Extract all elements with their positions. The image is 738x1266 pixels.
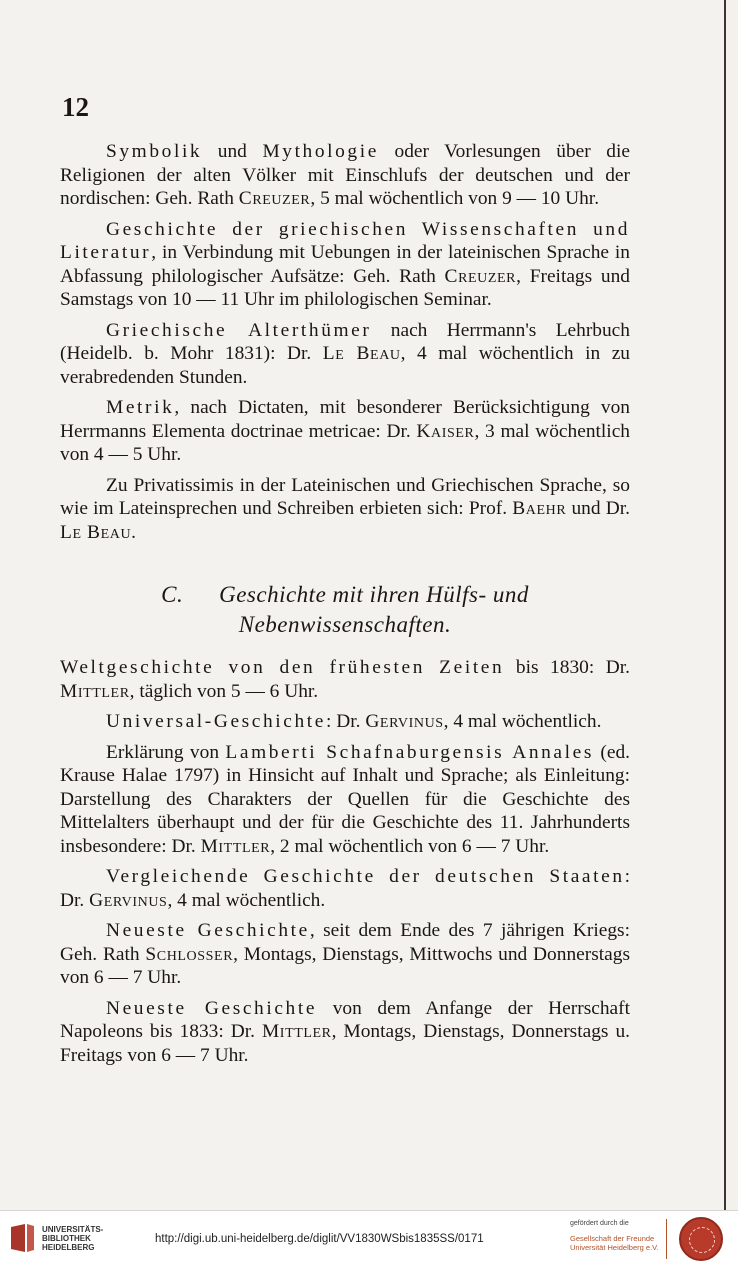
university-seal-icon <box>679 1217 723 1261</box>
section-heading <box>60 580 630 640</box>
page-body <box>60 140 630 1074</box>
lecturer-name: Gervinus <box>89 889 168 911</box>
lecturer-name: Baehr <box>512 498 567 519</box>
course-entry: Vergleichende Geschichte der deutschen Staaten: Dr. Gervinus, 4 mal wöchentlich. <box>60 866 630 911</box>
lecturer-name: Creuzer <box>444 265 517 287</box>
lecturer-name: Kaiser <box>416 420 475 442</box>
divider <box>666 1219 667 1259</box>
library-name: UNIVERSITÄTS- BIBLIOTHEK HEIDELBERG <box>42 1225 104 1252</box>
course-entry: Geschichte der griechischen Wissenschaften und Literatur, in Verbindung mit Uebungen in der lateinischen Sprache in Abfassung philologischer Aufsätze: Geh. Rath Creuzer, Freitags und Samstags von 10 — 11 Uhr im philologischen Seminar. <box>60 218 630 310</box>
section-title-line2: Nebenwissenschaften. <box>238 612 452 637</box>
lecturer-name: Le Beau <box>322 343 401 364</box>
course-entry: Symbolik und Mythologie oder Vorlesungen über die Religionen der alten Völker mit Einschlufs der deutschen und der nordischen: Geh. Rath Creuzer, 5 mal wöchentlich von 9 — 10 Uhr. <box>60 141 630 209</box>
library-logo-icon[interactable] <box>8 1221 36 1255</box>
permalink[interactable]: http://digi.ub.uni-heidelberg.de/diglit/VV1830WSbis1835SS/0171 <box>155 1233 484 1245</box>
lecturer-name: Schlosser <box>145 943 234 965</box>
sponsor-credit: gefördert durch die Gesellschaft der Freunde Universität Heidelberg e.V. <box>570 1220 659 1252</box>
lecturer-name: Le Beau <box>60 521 132 543</box>
course-entry: Erklärung von Lamberti Schafnaburgensis Annales (ed. Krause Halae 1797) in Hinsicht auf Inhalt und Sprache; als Einleitung: Darstellung des Charakters der Quellen für die Geschichte des Mittelalters überhaupt und der für die Geschichte des 11. Jahrhunderts insbesondere: Dr. Mittler, 2 mal wöchentlich von 6 — 7 Uhr. <box>60 741 630 857</box>
course-entry: Griechische Alterthümer nach Herrmann's Lehrbuch (Heidelb. b. Mohr 1831): Dr. Le Beau, 4 mal wöchentlich in zu verabredenden Stunden. <box>60 319 630 388</box>
lecturer-name: Mittler <box>261 1021 332 1042</box>
lecturer-name: Gervinus <box>365 711 444 732</box>
section-letter: C. <box>161 582 184 607</box>
course-entry: Neueste Geschichte, seit dem Ende des 7 jährigen Kriegs: Geh. Rath Schlosser, Montags, Dienstags, Mittwochs und Donnerstags von 6 — 7 Uhr. <box>60 920 630 988</box>
lecturer-name: Mittler <box>200 835 271 857</box>
lecturer-name: Mittler <box>60 680 130 702</box>
course-entry: Neueste Geschichte von dem Anfange der Herrschaft Napoleons bis 1833: Dr. Mittler, Montags, Dienstags, Donnerstags u. Freitags von 6 — 7 Uhr. <box>60 997 630 1066</box>
course-entry: Weltgeschichte von den frühesten Zeiten bis 1830: Dr. Mittler, täglich von 5 — 6 Uhr. <box>60 657 631 702</box>
page-edge <box>724 0 726 1210</box>
page-number: 12 <box>62 92 89 122</box>
lecturer-name: Creuzer <box>238 188 311 209</box>
course-entry: Zu Privatissimis in der Lateinischen und Griechischen Sprache, so wie im Lateinsprechen und Schreiben erbieten sich: Prof. Baehr und Dr. Le Beau. <box>60 474 630 543</box>
section-title-line1: Geschichte mit ihren Hülfs- und <box>219 582 529 607</box>
viewer-footer <box>0 1210 738 1266</box>
course-entry: Universal-Geschichte: Dr. Gervinus, 4 mal wöchentlich. <box>106 711 602 732</box>
course-entry: Metrik, nach Dictaten, mit besonderer Berücksichtigung von Herrmanns Elementa doctrinae metricae: Dr. Kaiser, 3 mal wöchentlich von 4 — 5 Uhr. <box>60 397 630 465</box>
